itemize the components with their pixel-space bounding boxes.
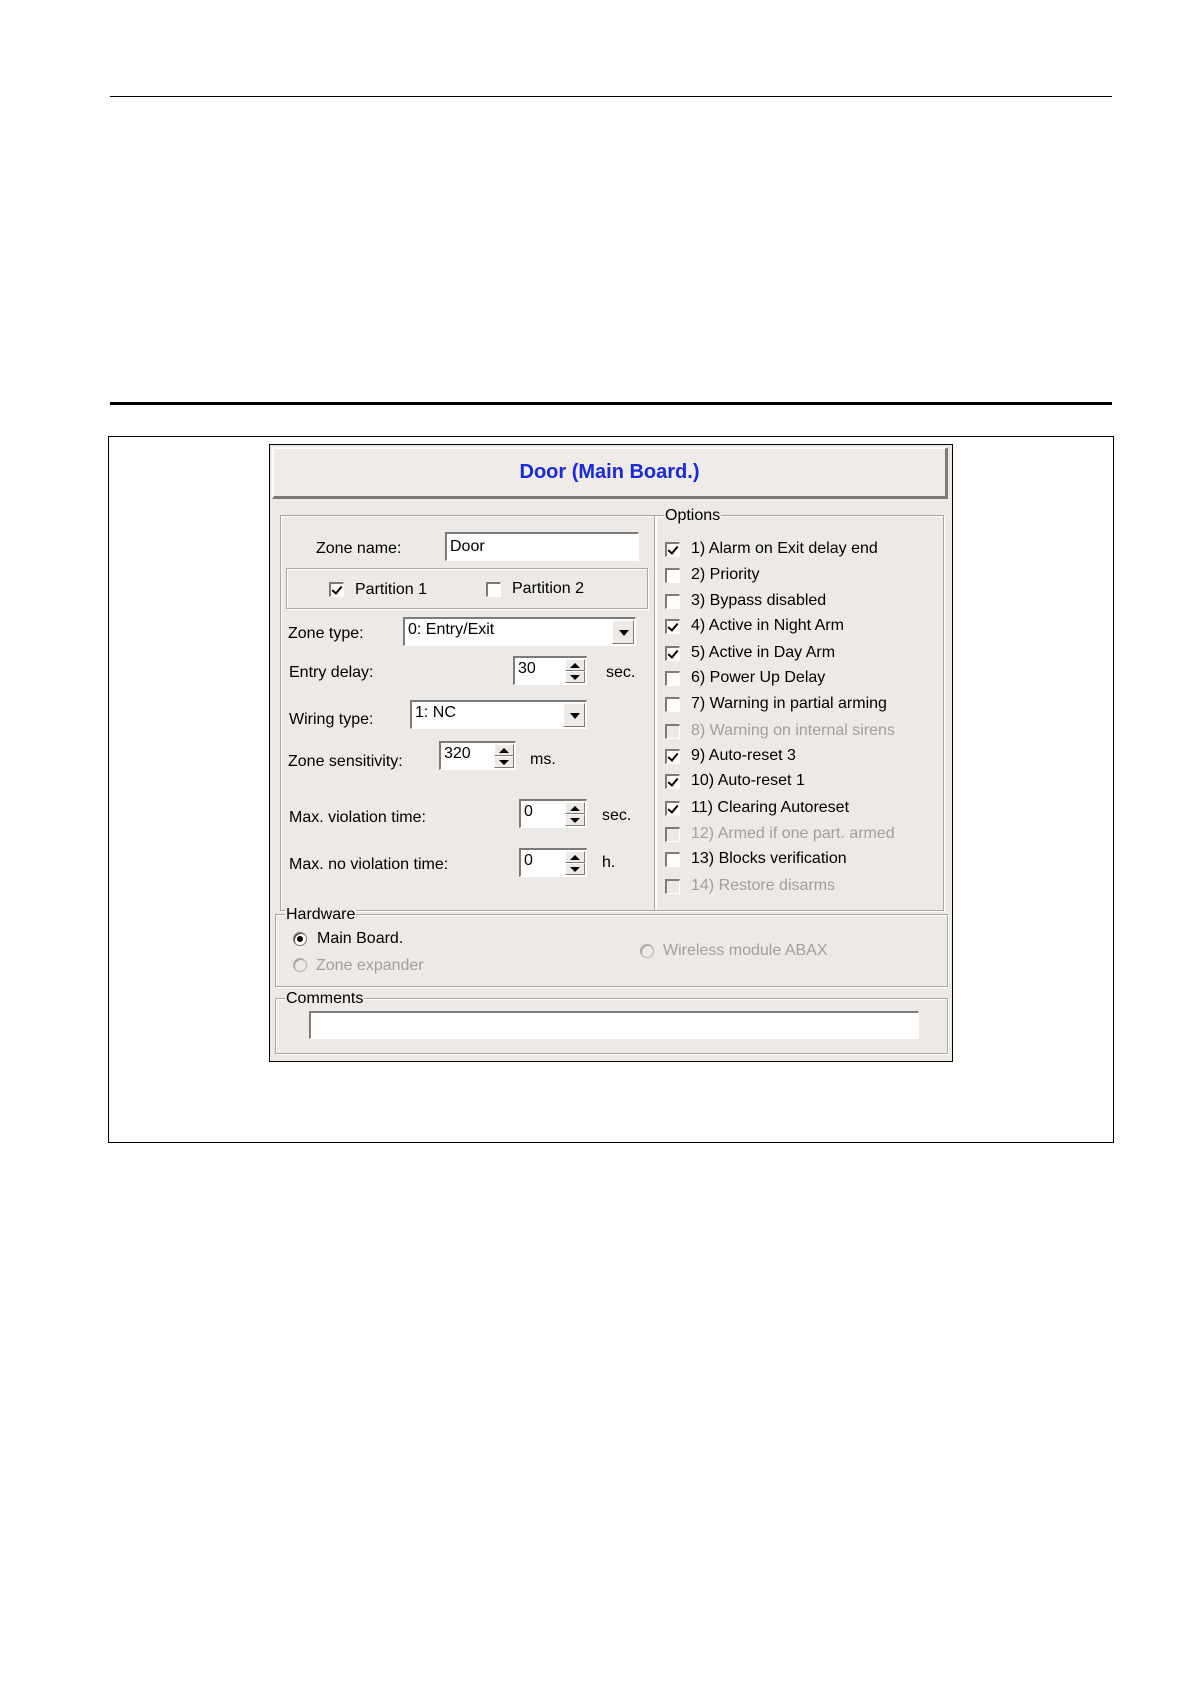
header-rule	[110, 96, 1112, 97]
option-13-label: 13) Blocks verification	[691, 850, 847, 867]
entry-delay-unit: sec.	[606, 664, 636, 681]
dialog-title: Door (Main Board.)	[519, 461, 700, 483]
option-4-checkbox[interactable]	[665, 619, 680, 634]
option-4-label: 4) Active in Night Arm	[691, 617, 844, 634]
zone-expander-radio	[293, 958, 307, 972]
option-6-label: 6) Power Up Delay	[691, 669, 826, 686]
option-10-checkbox[interactable]	[665, 774, 680, 789]
spin-up-icon[interactable]	[565, 851, 585, 863]
partition2-checkbox[interactable]	[486, 582, 501, 597]
spin-up-icon[interactable]	[565, 659, 585, 671]
spin-down-icon[interactable]	[565, 863, 585, 875]
zone-type-label: Zone type:	[288, 625, 364, 642]
option-11-checkbox[interactable]	[665, 801, 680, 816]
zone-sensitivity-spin[interactable]	[494, 744, 514, 768]
max-no-violation-spin[interactable]	[565, 851, 585, 875]
comments-legend: Comments	[286, 990, 364, 1007]
option-12-label: 12) Armed if one part. armed	[691, 825, 895, 842]
max-violation-label: Max. violation time:	[289, 809, 426, 826]
zone-sensitivity-unit: ms.	[530, 751, 556, 768]
option-7-label: 7) Warning in partial arming	[691, 695, 887, 712]
zone-type-value: 0: Entry/Exit	[408, 621, 495, 638]
max-no-violation-value: 0	[524, 852, 533, 869]
partition1-label: Partition 1	[355, 581, 428, 598]
max-violation-spin[interactable]	[565, 802, 585, 826]
zone-name-input[interactable]: Door	[445, 532, 639, 561]
option-3-label: 3) Bypass disabled	[691, 592, 827, 609]
option-1-checkbox[interactable]	[665, 542, 680, 557]
spin-down-icon[interactable]	[494, 756, 514, 768]
wiring-type-value: 1: NC	[415, 704, 456, 721]
main-board-label: Main Board.	[317, 930, 404, 947]
wiring-type-select[interactable]	[410, 700, 587, 729]
option-8-checkbox	[665, 724, 680, 739]
zone-expander-label: Zone expander	[316, 957, 424, 974]
hardware-legend: Hardware	[286, 906, 356, 923]
partition1-checkbox[interactable]	[329, 582, 344, 597]
hardware-group	[275, 914, 948, 987]
max-no-violation-stepper[interactable]	[519, 848, 587, 877]
spin-down-icon[interactable]	[565, 671, 585, 683]
zone-type-select[interactable]	[403, 617, 636, 646]
spin-up-icon[interactable]	[494, 744, 514, 756]
zone-settings-dialog	[269, 444, 953, 1062]
option-9-checkbox[interactable]	[665, 749, 680, 764]
zone-sensitivity-label: Zone sensitivity:	[288, 753, 403, 770]
dialog-title-bar	[272, 447, 948, 499]
option-7-checkbox[interactable]	[665, 697, 680, 712]
main-board-radio[interactable]	[293, 932, 307, 946]
option-1-label: 1) Alarm on Exit delay end	[691, 540, 878, 557]
entry-delay-stepper[interactable]	[513, 656, 587, 685]
option-6-checkbox[interactable]	[665, 671, 680, 686]
option-13-checkbox[interactable]	[665, 852, 680, 867]
entry-delay-label: Entry delay:	[289, 664, 374, 681]
chevron-down-icon[interactable]	[612, 620, 634, 644]
options-legend: Options	[665, 507, 721, 524]
zone-name-label: Zone name:	[316, 540, 402, 557]
spin-up-icon[interactable]	[565, 802, 585, 814]
max-no-violation-label: Max. no violation time:	[289, 856, 449, 873]
comments-input[interactable]	[309, 1011, 919, 1039]
zone-sensitivity-value: 320	[444, 745, 471, 762]
option-14-label: 14) Restore disarms	[691, 877, 836, 894]
option-3-checkbox[interactable]	[665, 594, 680, 609]
max-violation-unit: sec.	[602, 807, 632, 824]
spin-down-icon[interactable]	[565, 814, 585, 826]
max-violation-stepper[interactable]	[519, 799, 587, 828]
option-10-label: 10) Auto-reset 1	[691, 772, 805, 789]
option-11-label: 11) Clearing Autoreset	[691, 799, 850, 816]
wiring-type-label: Wiring type:	[289, 711, 374, 728]
option-5-label: 5) Active in Day Arm	[691, 644, 836, 661]
option-14-checkbox	[665, 879, 680, 894]
zone-sensitivity-stepper[interactable]	[439, 741, 516, 770]
max-no-violation-unit: h.	[602, 854, 616, 871]
option-9-label: 9) Auto-reset 3	[691, 747, 796, 764]
entry-delay-spin[interactable]	[565, 659, 585, 683]
option-2-checkbox[interactable]	[665, 568, 680, 583]
option-2-label: 2) Priority	[691, 566, 760, 583]
option-8-label: 8) Warning on internal sirens	[691, 722, 895, 739]
entry-delay-value: 30	[518, 660, 536, 677]
chevron-down-icon[interactable]	[563, 703, 585, 727]
max-violation-value: 0	[524, 803, 533, 820]
option-5-checkbox[interactable]	[665, 646, 680, 661]
option-12-checkbox	[665, 827, 680, 842]
wireless-module-radio	[640, 944, 654, 958]
section-rule	[110, 402, 1112, 405]
partition2-label: Partition 2	[512, 580, 585, 597]
wireless-module-label: Wireless module ABAX	[663, 942, 828, 959]
